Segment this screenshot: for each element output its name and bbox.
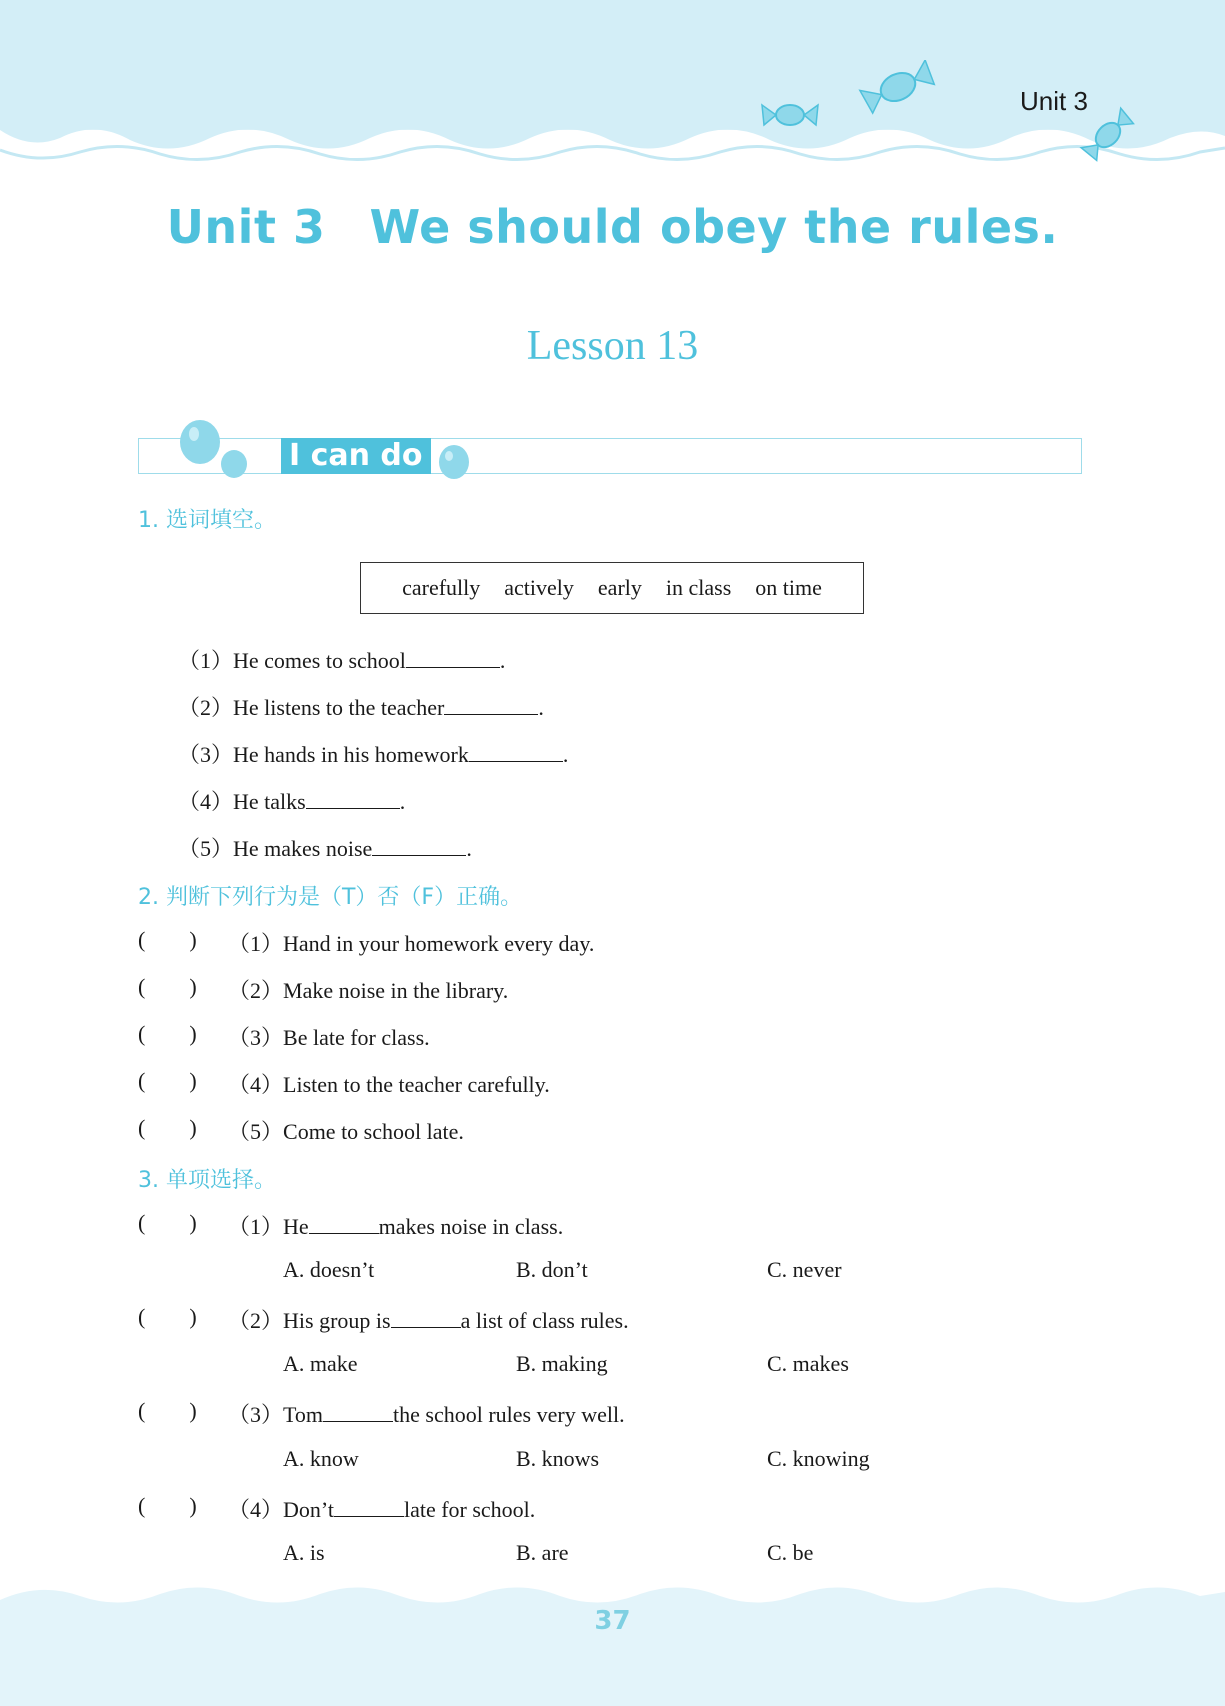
word-option: on time: [755, 575, 822, 600]
option-b[interactable]: B. don’t: [516, 1257, 588, 1282]
part3-item: （1）He makes noise in class.: [228, 1214, 564, 1239]
lesson-title: Lesson 13: [526, 323, 699, 369]
candy-icon: [858, 60, 938, 115]
part2-item: （5）Come to school late.: [228, 1119, 464, 1144]
answer-blank[interactable]: [469, 743, 563, 762]
answer-blank[interactable]: [406, 649, 500, 668]
answer-blank[interactable]: [323, 1403, 393, 1422]
word-box: [360, 562, 864, 614]
option-c[interactable]: C. never: [767, 1257, 842, 1282]
part1-item: （2）He listens to the teacher .: [178, 695, 544, 720]
answer-blank[interactable]: [334, 1498, 404, 1517]
answer-paren[interactable]: ( ): [138, 1493, 197, 1518]
answer-paren[interactable]: ( ): [138, 1304, 197, 1329]
part2-item: （4）Listen to the teacher carefully.: [228, 1072, 550, 1097]
section-badge: I can do: [281, 438, 431, 474]
answer-blank[interactable]: [309, 1215, 379, 1234]
word-option: in class: [665, 575, 732, 600]
answer-paren[interactable]: ( ): [138, 1210, 197, 1235]
answer-paren[interactable]: ( ): [138, 974, 197, 999]
part1-item: （4）He talks .: [178, 789, 406, 814]
option-c[interactable]: C. knowing: [767, 1446, 870, 1471]
answer-paren[interactable]: ( ): [138, 1398, 197, 1423]
part1-item: （3）He hands in his homework .: [178, 742, 569, 767]
page-title: [0, 200, 1225, 254]
part3-heading: 3. 单项选择。: [138, 1168, 276, 1193]
word-option: early: [597, 575, 642, 600]
answer-paren[interactable]: ( ): [138, 1115, 197, 1140]
part1-item: （1）He comes to school .: [178, 648, 506, 673]
title-unit: Unit 3: [166, 200, 326, 254]
answer-blank[interactable]: [372, 837, 466, 856]
answer-blank[interactable]: [306, 790, 400, 809]
option-b[interactable]: B. making: [516, 1351, 608, 1376]
option-c[interactable]: C. makes: [767, 1351, 849, 1376]
part2-item: （3）Be late for class.: [228, 1025, 430, 1050]
section-banner: [138, 438, 1082, 474]
word-option: carefully: [402, 575, 481, 600]
answer-paren[interactable]: ( ): [138, 927, 197, 952]
answer-paren[interactable]: ( ): [138, 1068, 197, 1093]
option-a[interactable]: A. know: [283, 1446, 359, 1471]
part1-item: （5）He makes noise .: [178, 836, 472, 861]
part2-item: （2）Make noise in the library.: [228, 978, 509, 1003]
balloon-icon: [436, 442, 476, 484]
option-b[interactable]: B. are: [516, 1540, 569, 1565]
part2-heading: 2. 判断下列行为是（T）否（F）正确。: [138, 885, 523, 910]
page-number: 37: [594, 1606, 631, 1636]
title-text: We should obey the rules.: [369, 200, 1059, 254]
unit-tag: Unit 3: [1020, 86, 1088, 116]
option-a[interactable]: A. doesn’t: [283, 1257, 375, 1282]
answer-blank[interactable]: [391, 1309, 461, 1328]
header-cloud-band: [0, 0, 1225, 170]
option-a[interactable]: A. make: [283, 1351, 358, 1376]
candy-icon: [760, 95, 820, 135]
part3-item: （2）His group is a list of class rules.: [228, 1308, 629, 1333]
balloon-icon: [176, 418, 256, 484]
part3-item: （3）Tom the school rules very well.: [228, 1402, 625, 1427]
part1-heading: 1. 选词填空。: [138, 508, 276, 533]
option-a[interactable]: A. is: [283, 1540, 325, 1565]
word-option: actively: [504, 575, 574, 600]
answer-paren[interactable]: ( ): [138, 1021, 197, 1046]
part3-item: （4）Don’t late for school.: [228, 1497, 536, 1522]
option-c[interactable]: C. be: [767, 1540, 814, 1565]
answer-blank[interactable]: [444, 696, 538, 715]
part2-item: （1）Hand in your homework every day.: [228, 931, 595, 956]
option-b[interactable]: B. knows: [516, 1446, 600, 1471]
footer-cloud-band: [0, 1580, 1225, 1706]
